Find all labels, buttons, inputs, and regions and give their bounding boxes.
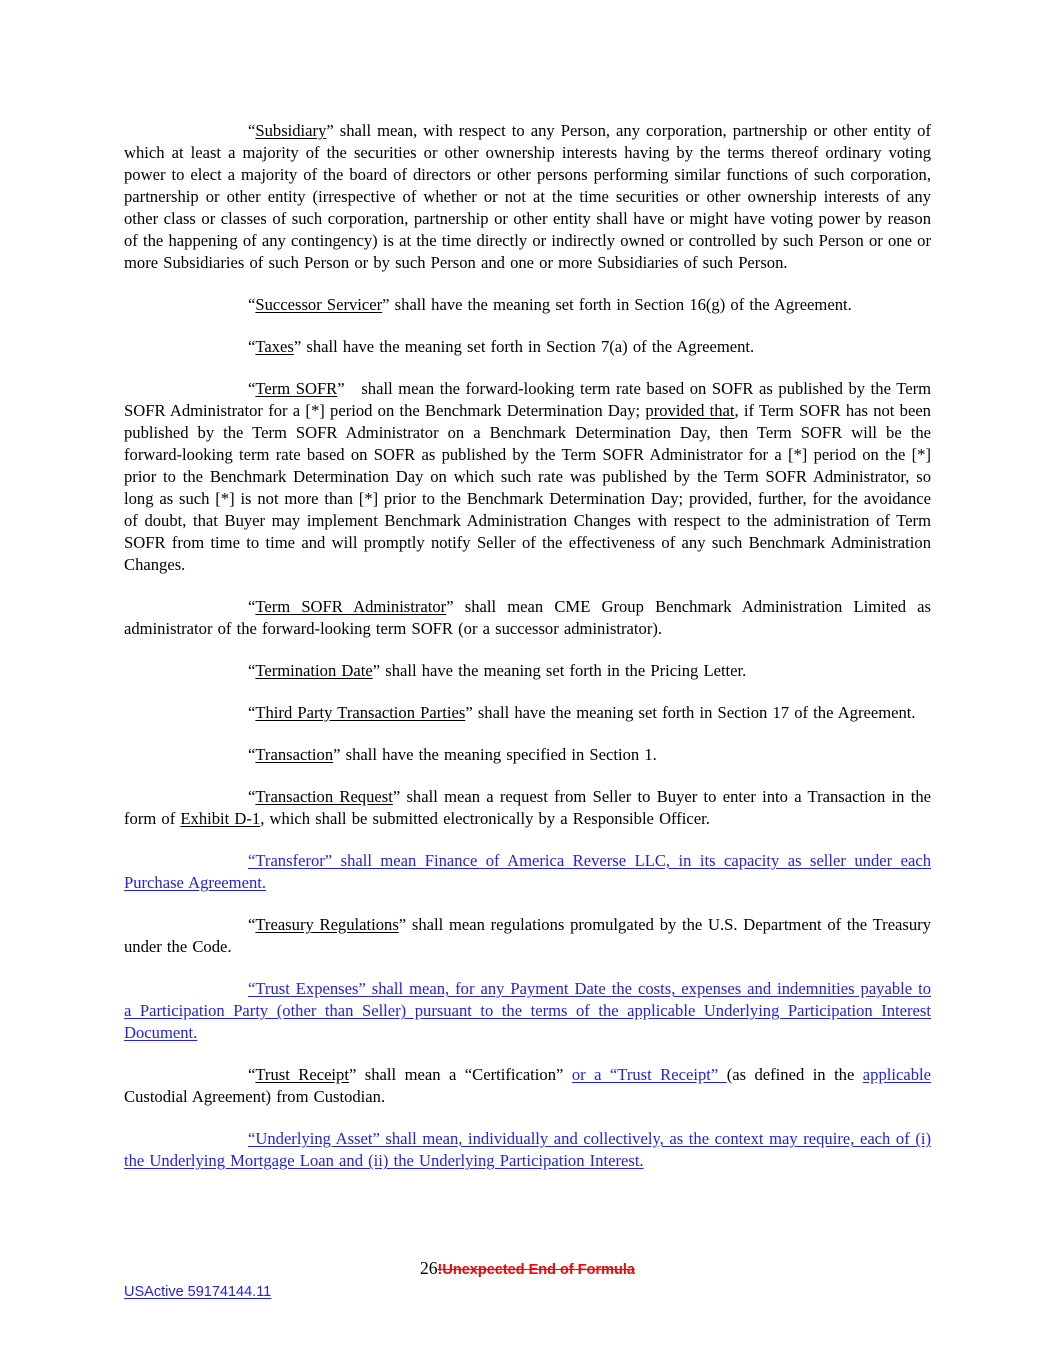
- text-run: “Transferor” shall mean Finance of America Reverse LLC, in its capacity as seller under each Purchase Agreement.: [124, 851, 931, 892]
- text-run: “: [248, 1065, 256, 1084]
- text-run: ” shall mean a “Certification”: [348, 1065, 572, 1084]
- text-run: Termination Date: [255, 661, 373, 680]
- text-run: ” shall have the meaning specified in Section 1.: [333, 745, 657, 764]
- text-run: , which shall be submitted electronically by a Responsible Officer.: [260, 809, 710, 828]
- text-run: Term SOFR Administrator: [255, 597, 447, 616]
- text-run: Term SOFR: [255, 379, 338, 398]
- text-run: “: [248, 703, 256, 722]
- text-run: Successor Servicer: [255, 295, 383, 314]
- definition-successor-servicer: [124, 294, 931, 316]
- text-run: , if Term SOFR has not been published by the Term SOFR Administrator on a Benchmark Determination Day, then Term SOFR will be the forward-looking term rate based on SOFR as published by the Term SOFR Administrator for a [*] period on the [*] prior to the Benchmark Determination Day on which such rate was published by the Term SOFR Administrator, so long as such [*] is not more than [*] prior to the Benchmark Determination Day; provided, further, for the avoidance of doubt, that Buyer may implement Benchmark Administration Changes with respect to the administration of Term SOFR from time to time and will promptly notify Seller of the effectiveness of any such Benchmark Administration Changes.: [124, 401, 931, 574]
- text-run: ” shall have the meaning set forth in the Pricing Letter.: [372, 661, 747, 680]
- text-run: “: [248, 337, 256, 356]
- text-run: ” shall have the meaning set forth in Section 16(g) of the Agreement.: [382, 295, 852, 314]
- text-run: “: [248, 661, 256, 680]
- text-run: Third Party Transaction Parties: [255, 703, 466, 722]
- text-run: ” shall mean the forward-looking term rate based on SOFR as published by the Term SOFR Administrator for a [*] period on the Benchmark Determination Day;: [124, 379, 932, 420]
- definition-trust-receipt: [124, 1064, 931, 1108]
- definition-trust-expenses: [124, 978, 931, 1044]
- text-run: ” shall mean CME Group Benchmark Administration Limited as administrator of the forward-looking term SOFR (or a successor administrator).: [124, 597, 932, 638]
- page-number: 26: [420, 1258, 438, 1278]
- text-run: Subsidiary: [255, 121, 327, 140]
- definition-transaction: [124, 744, 931, 766]
- page-footer-center: [0, 1258, 1055, 1279]
- text-run: or a “Trust Receipt”: [571, 1065, 727, 1084]
- text-run: ” shall mean, with respect to any Person, any corporation, partnership or other entity of which at least a majority of the securities or other ownership interests having by the terms thereof ordinary voting power to elect a majority of the board of directors or other persons performing similar functions of such corporation, partnership or other entity (irrespective of whether or not at the time securities or other ownership interests of any other class or classes of such corporation, partnership or other entity shall have or might have voting power by reason of the happening of any contingency) is at the time directly or indirectly owned or controlled by such Person or one or more Subsidiaries of such Person or by such Person and one or more Subsidiaries of such Person.: [124, 121, 931, 272]
- text-run: “: [248, 295, 256, 314]
- text-run: “: [248, 121, 256, 140]
- definition-transaction-request: [124, 786, 931, 830]
- text-run: ” shall mean a request from Seller to Buyer to enter into a Transaction in the form of: [124, 787, 931, 828]
- text-run: “: [248, 379, 256, 398]
- text-run: Trust Receipt: [255, 1065, 349, 1084]
- text-run: “: [248, 787, 256, 806]
- definitions-body: [124, 120, 931, 1172]
- definition-subsidiary: [124, 120, 931, 274]
- text-run: “: [248, 597, 256, 616]
- text-run: Taxes: [255, 337, 294, 356]
- text-run: “: [248, 745, 256, 764]
- text-run: ” shall have the meaning set forth in Section 7(a) of the Agreement.: [293, 337, 755, 356]
- text-run: applicable: [862, 1065, 931, 1084]
- text-run: “: [248, 915, 256, 934]
- text-run: “Underlying Asset” shall mean, individually and collectively, as the context may require, each of (i) the Underlying Mortgage Loan and (ii) the Underlying Participation Interest.: [124, 1129, 931, 1170]
- definition-termination-date: [124, 660, 931, 682]
- text-run: Transaction: [255, 745, 334, 764]
- text-run: ” shall have the meaning set forth in Section 17 of the Agreement.: [465, 703, 916, 722]
- text-run: provided that: [645, 401, 735, 420]
- text-run: (as defined in the: [726, 1065, 863, 1084]
- text-run: Transaction Request: [255, 787, 393, 806]
- text-run: Treasury Regulations: [255, 915, 399, 934]
- formula-error-text: !Unexpected End of Formula: [437, 1262, 635, 1278]
- definition-term-sofr-administrator: [124, 596, 931, 640]
- text-run: Custodial Agreement) from Custodian.: [124, 1087, 386, 1106]
- document-id-footer: USActive 59174144.11: [124, 1284, 272, 1300]
- definition-treasury-regulations: [124, 914, 931, 958]
- text-run: “Trust Expenses” shall mean, for any Payment Date the costs, expenses and indemnities payable to a Participation Party (other than Seller) pursuant to the terms of the applicable Underlying Participation Interest Document.: [124, 979, 931, 1042]
- definition-underlying-asset: [124, 1128, 931, 1172]
- definition-taxes: [124, 336, 931, 358]
- text-run: Exhibit D-1: [180, 809, 261, 828]
- text-run: ” shall mean regulations promulgated by the U.S. Department of the Treasury under the Code.: [124, 915, 931, 956]
- definition-transferor: [124, 850, 931, 894]
- definition-third-party-transaction-parties: [124, 702, 931, 724]
- definition-term-sofr: [124, 378, 931, 576]
